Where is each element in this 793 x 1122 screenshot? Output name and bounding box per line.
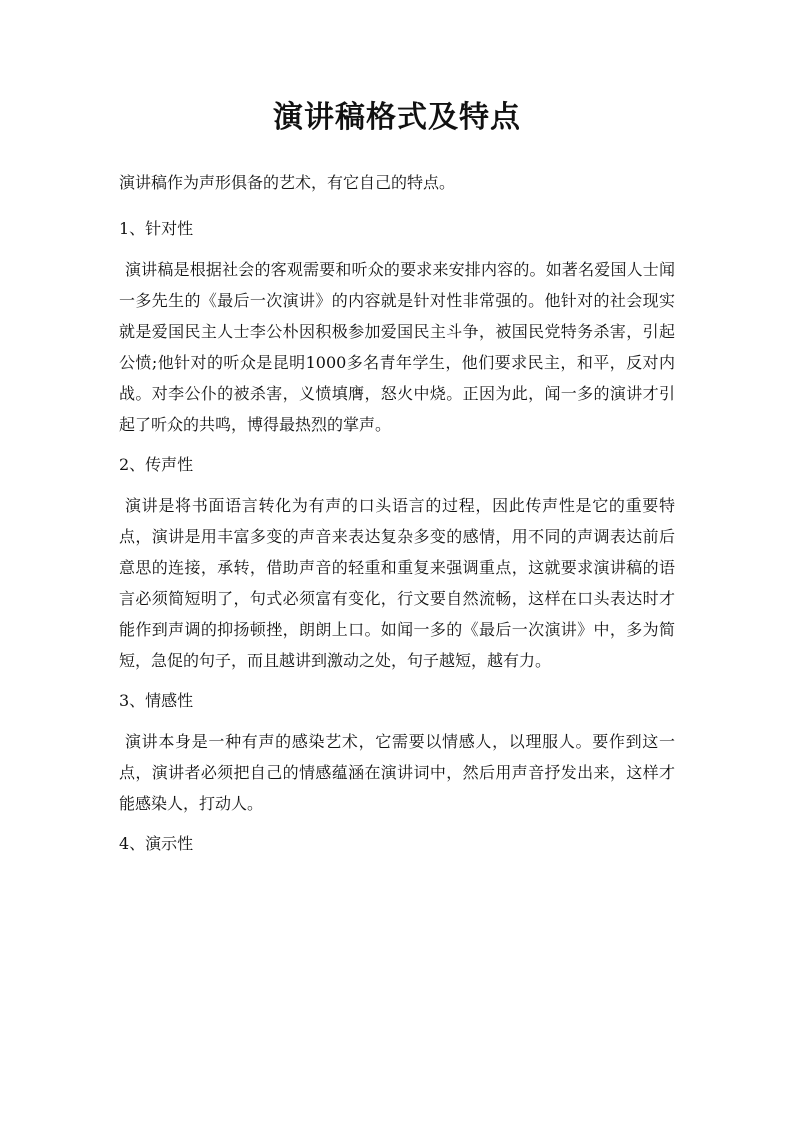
intro-paragraph: 演讲稿作为声形俱备的艺术，有它自己的特点。	[119, 173, 456, 192]
section-body-vocal: 演讲是将书面语言转化为有声的口头语言的过程，因此传声性是它的重要特点，演讲是用丰富多变的声音来表达复杂多变的感情，用不同的声调表达前后意思的连接，承转，借助声音的轻重和重复来强调重点，这就要求演讲稿的语言必须简短明了，句式必须富有变化，行文要自然流畅，这样在口头表达时才能作到声调的抑扬顿挫，朗朗上口。如闻一多的《最后一次演讲》中，多为简短，急促的句子，而且越讲到激动之处，句子越短，越有力。	[119, 496, 675, 670]
document-title: 演讲稿格式及特点	[273, 100, 521, 135]
section-heading-demonstration: 4、演示性	[119, 834, 194, 853]
section-heading-vocal: 2、传声性	[119, 455, 194, 474]
section-body-emotion: 演讲本身是一种有声的感染艺术，它需要以情感人，以理服人。要作到这一点，演讲者必须把自己的情感蕴涵在演讲词中，然后用声音抒发出来，这样才能感染人，打动人。	[119, 732, 675, 813]
section-heading-targeting: 1、针对性	[119, 219, 194, 238]
section-heading-emotion: 3、情感性	[119, 691, 194, 710]
section-body-targeting: 演讲稿是根据社会的客观需要和听众的要求来安排内容的。如著名爱国人士闻一多先生的《最后一次演讲》的内容就是针对性非常强的。他针对的社会现实就是爱国民主人士李公朴因积极参加爱国民主斗争，被国民党特务杀害，引起公愤;他针对的听众是昆明1000多名青年学生，他们要求民主，和平，反对内战。对李公仆的被杀害，义愤填膺，怒火中烧。正因为此，闻一多的演讲才引起了听众的共鸣，博得最热烈的掌声。	[119, 260, 675, 434]
